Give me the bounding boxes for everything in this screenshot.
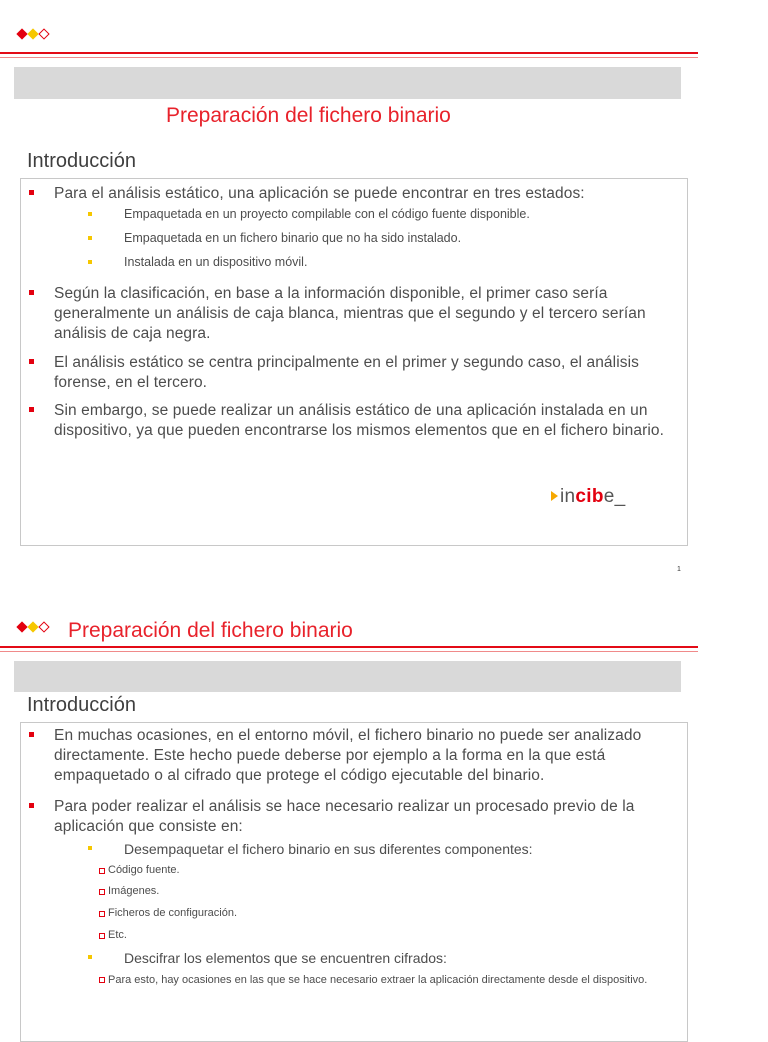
- section-title: Introducción: [27, 150, 136, 172]
- header-band: [14, 661, 681, 692]
- bullet: Para poder realizar el análisis se hace necesario realizar un procesado previo de la aplicación que consiste en:: [34, 797, 674, 837]
- header-band: [14, 67, 681, 99]
- header-divider: [0, 646, 698, 648]
- sub-bullet: Empaquetada en un fichero binario que no ha sido instalado.: [88, 231, 461, 245]
- sub-bullet: Desempaquetar el fichero binario en sus diferentes componentes:: [88, 841, 533, 857]
- page-number: 1: [677, 566, 681, 573]
- arrow-icon: [551, 491, 558, 501]
- bullet: Sin embargo, se puede realizar un análisis estático de una aplicación instalada en un dispositivo, ya que pueden encontrarse los mismos elementos que en el fichero binario.: [34, 401, 674, 441]
- sub-bullet: Instalada en un dispositivo móvil.: [88, 255, 307, 269]
- bullet: Para el análisis estático, una aplicación se puede encontrar en tres estados:: [34, 184, 674, 204]
- slide-title: Preparación del fichero binario: [68, 619, 353, 642]
- sub-sub-bullet: Código fuente.: [99, 864, 180, 876]
- header-divider: [0, 52, 698, 54]
- bullet: En muchas ocasiones, en el entorno móvil, el fichero binario no puede ser analizado directamente. Este hecho puede deberse por ejemplo a la forma en la que está empaquetado o al cifrado que protege el código ejecutable del binario.: [34, 726, 674, 786]
- bullet: Según la clasificación, en base a la información disponible, el primer caso sería generalmente un análisis de caja blanca, mientras que el segundo y el tercero serían análisis de caja negra.: [34, 284, 674, 344]
- header-divider-thin: [0, 57, 698, 58]
- sub-sub-bullet: Ficheros de configuración.: [99, 907, 237, 919]
- sub-sub-bullet: Imágenes.: [99, 885, 159, 897]
- incibe-logo: incibe_: [551, 486, 625, 508]
- bullet: El análisis estático se centra principalmente en el primer y segundo caso, el análisis forense, en el tercero.: [34, 353, 674, 393]
- sub-bullet: Descifrar los elementos que se encuentren cifrados:: [88, 950, 447, 966]
- section-title: Introducción: [27, 694, 136, 716]
- slide-title: Preparación del fichero binario: [166, 104, 451, 127]
- sub-bullet: Empaquetada en un proyecto compilable con el código fuente disponible.: [88, 207, 530, 221]
- header-divider-thin: [0, 651, 698, 652]
- sub-sub-bullet: Etc.: [99, 929, 127, 941]
- sub-sub-bullet: Para esto, hay ocasiones en las que se hace necesario extraer la aplicación directamente desde el dispositivo.: [99, 973, 687, 988]
